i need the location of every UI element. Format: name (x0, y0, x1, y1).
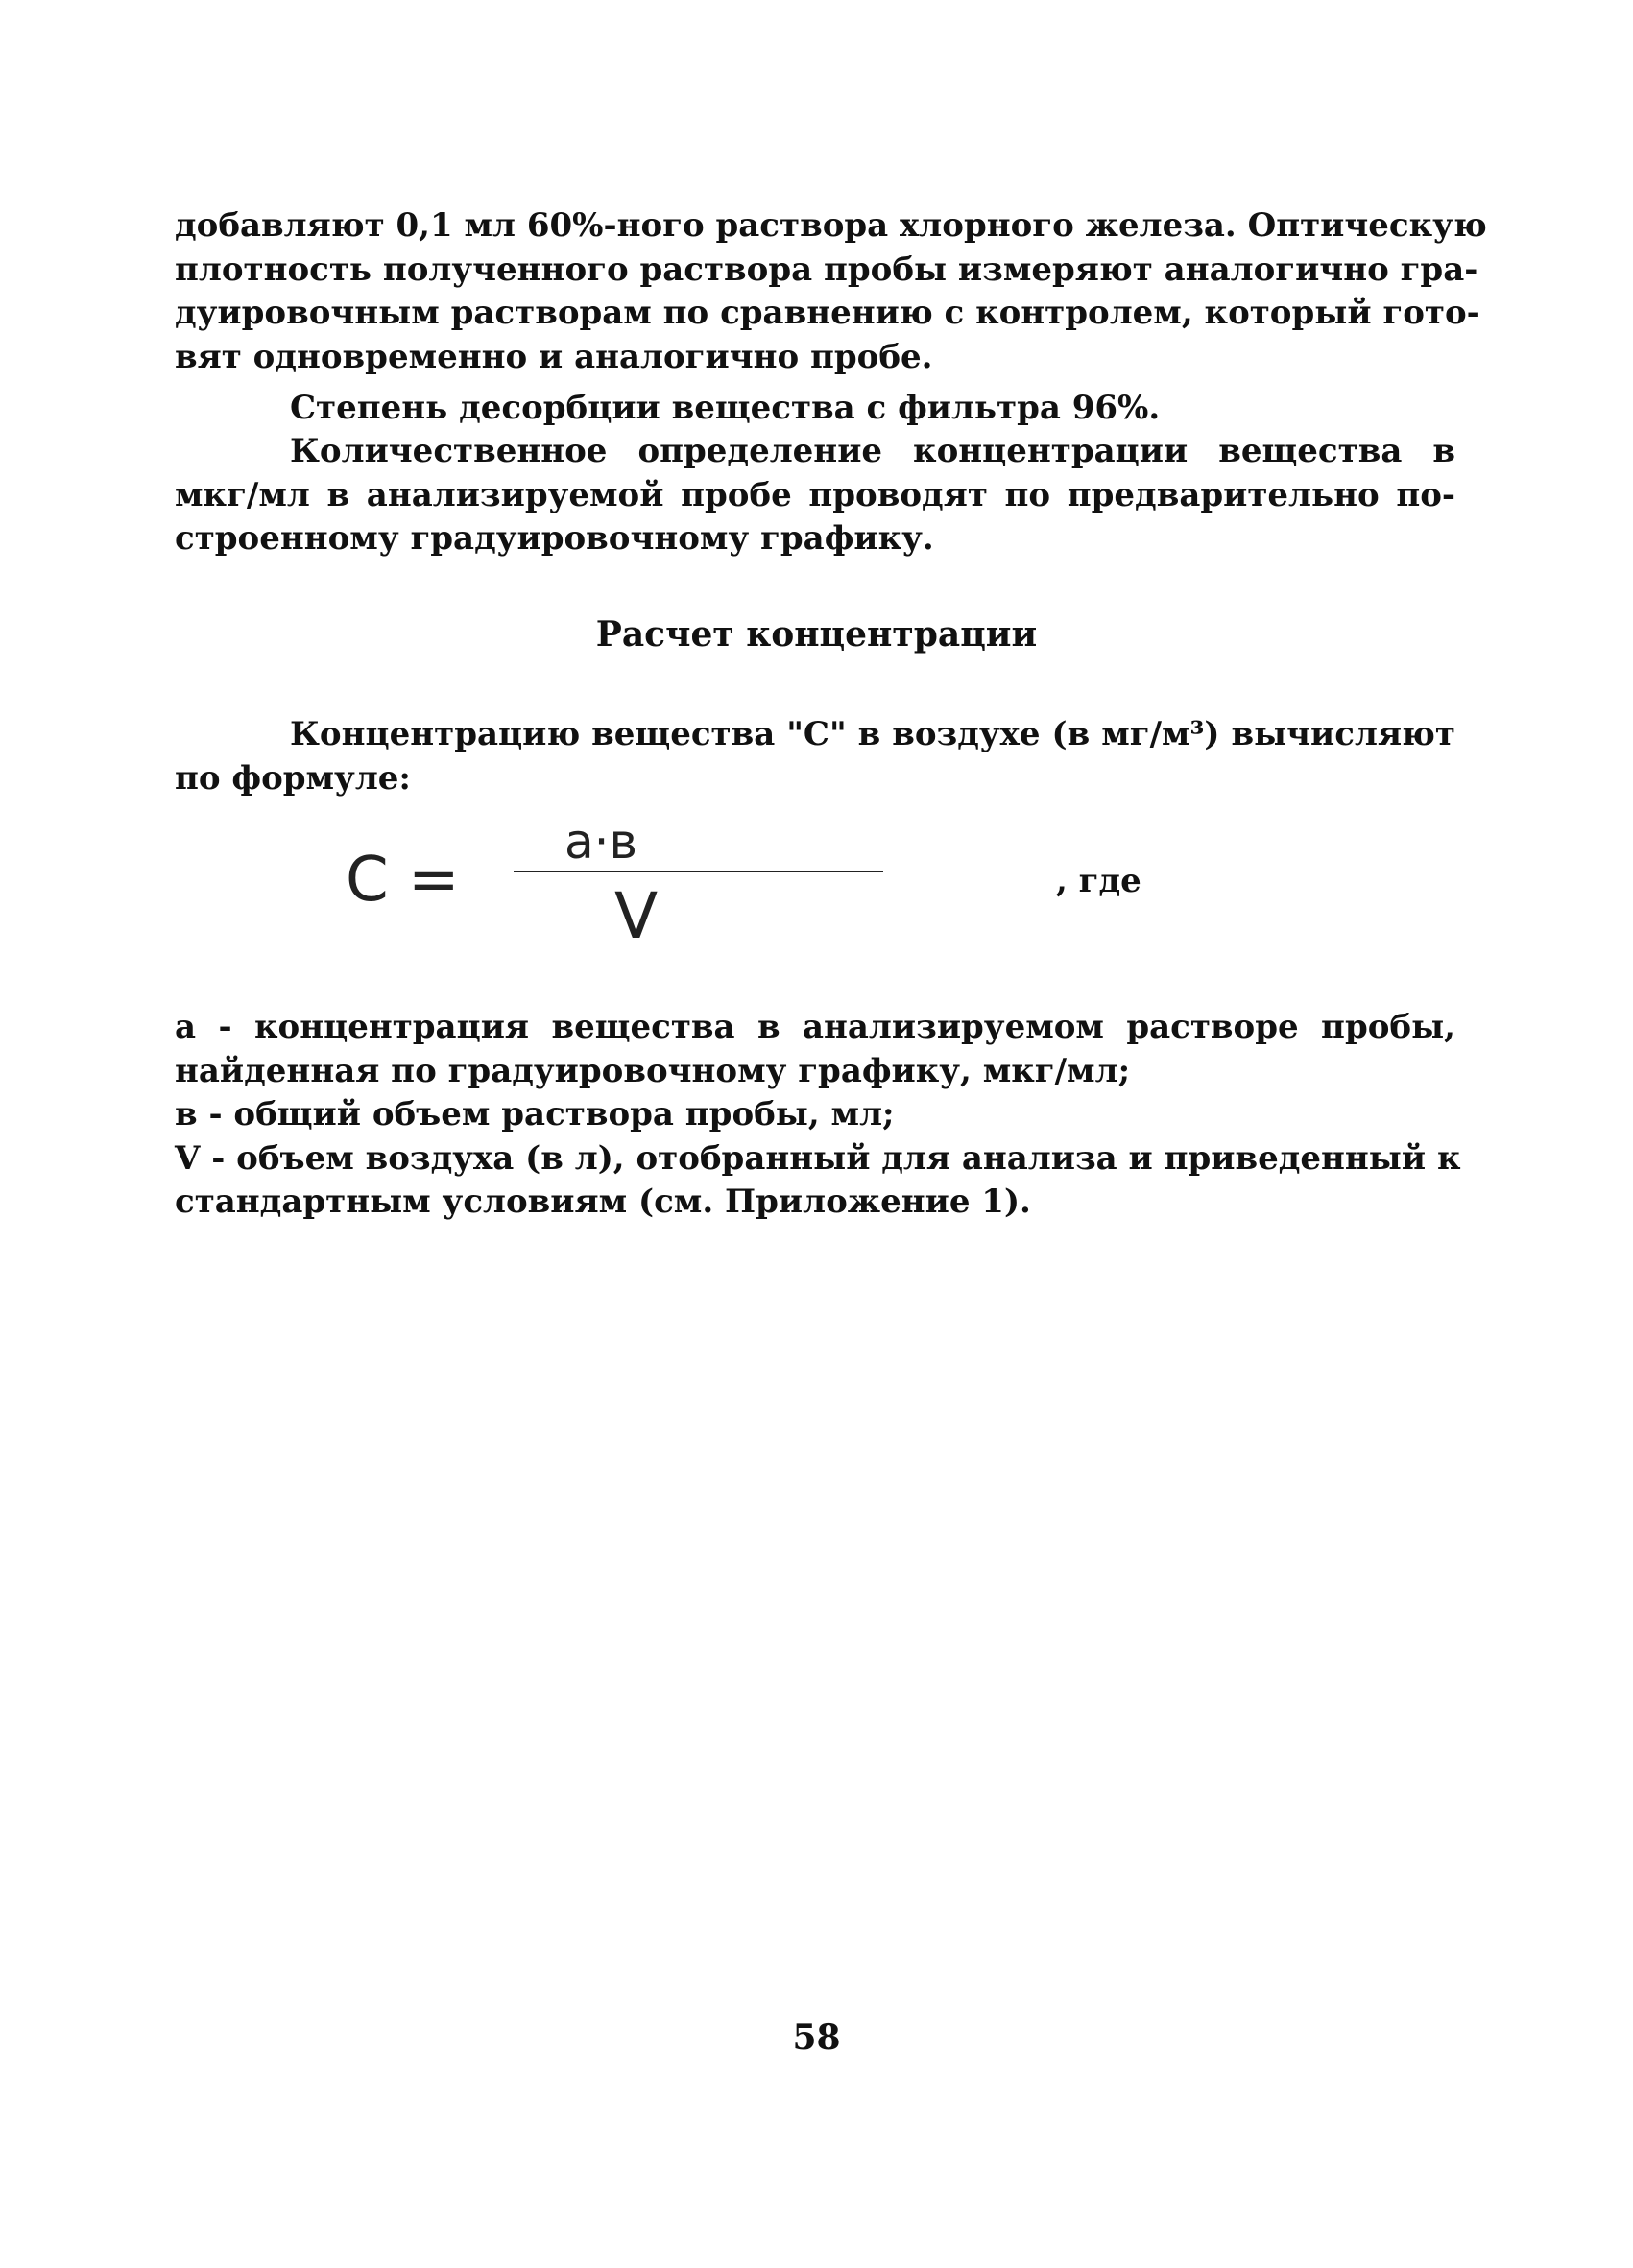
paragraph-3-line-1: Количественное определение концентрации вещества в (290, 432, 1455, 470)
definition-v-line-2: стандартным условиям (см. Приложение 1). (175, 1182, 1031, 1221)
definition-b: в - общий объем раствора пробы, мл; (175, 1095, 895, 1134)
section-heading: Расчет концентрации (595, 614, 1038, 655)
definitions-list (175, 1006, 1461, 1225)
formula-intro (175, 713, 1455, 800)
formula-lhs: С = (346, 845, 460, 916)
paragraph-2-text: Степень десорбции вещества с фильтра 96%. (290, 389, 1161, 427)
formula-suffix: , где (1056, 862, 1141, 900)
formula-numerator: а·в (564, 814, 638, 870)
paragraph-1 (175, 204, 1487, 379)
paragraph-3 (175, 430, 1455, 561)
formula-intro-line-2: по формуле: (175, 758, 411, 798)
paragraph-3-line-3: строенному градуировочному графику. (175, 519, 934, 558)
paragraph-1-line-3: дуировочным растворам по сравнению с контролем, который гото- (175, 294, 1480, 332)
definition-a-line-1: а - концентрация вещества в анализируемом растворе пробы, (175, 1008, 1455, 1046)
formula-denominator: V (614, 879, 659, 953)
paragraph-3-line-2: мкг/мл в анализируемой пробе проводят по предварительно по- (175, 475, 1455, 514)
paragraph-2 (175, 387, 1455, 431)
paragraph-1-line-4: вят одновременно и аналогично пробе. (175, 337, 933, 376)
fraction-line (514, 871, 883, 872)
paragraph-1-line-2: плотность полученного раствора пробы измеряют аналогично гра- (175, 250, 1478, 289)
paragraph-1-line-1: добавляют 0,1 мл 60%-ного раствора хлорного железа. Оптическую (175, 206, 1487, 245)
definition-v-line-1: V - объем воздуха (в л), отобранный для анализа и приведенный к (175, 1138, 1461, 1178)
page-number: 58 (792, 2017, 841, 2058)
definition-a-line-2: найденная по градуировочному графику, мкг/мл; (175, 1051, 1131, 1090)
formula-intro-line-1: Концентрацию вещества "С" в воздухе (в мг/м³) вычисляют (290, 715, 1455, 753)
